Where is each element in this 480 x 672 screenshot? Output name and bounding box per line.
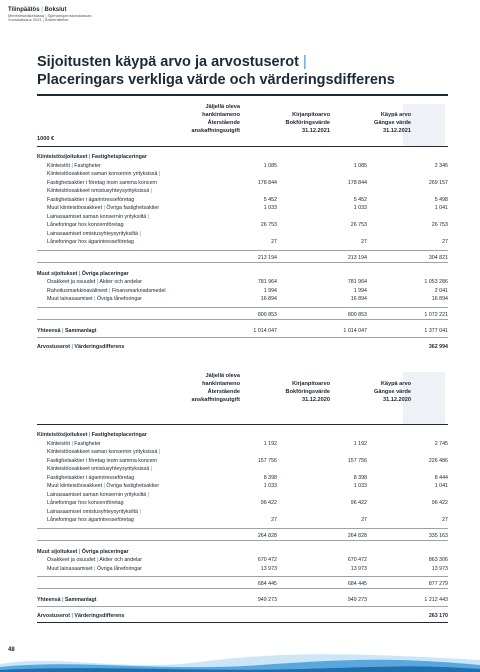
row-label <box>37 153 147 161</box>
column-header-line: Återstående <box>207 120 240 126</box>
row-label-fi: Fastighetsaktier i ägarintresseföretag <box>47 196 135 203</box>
total-row <box>37 596 448 604</box>
cell-value: 226 486 <box>428 457 448 464</box>
table-row <box>37 221 448 229</box>
cell-value: 263 170 <box>428 613 448 619</box>
cell-value: 335 163 <box>428 532 448 539</box>
row-label <box>37 548 129 556</box>
row-label <box>37 612 124 620</box>
row-label-fi: Lainasaamiset omistusyhteysyrityksiltä <box>47 508 138 515</box>
separator: | <box>146 213 150 220</box>
column-header-line: hankintameno <box>202 112 240 118</box>
column-header <box>333 380 411 404</box>
column-header-line: Käypä arvo <box>380 112 411 118</box>
table-row <box>37 482 448 490</box>
column-header-line: Gängse värde <box>374 120 411 126</box>
row-label <box>47 565 142 573</box>
cell-value: 157 756 <box>257 457 277 464</box>
row-label <box>47 499 124 507</box>
subtotal-row <box>37 580 448 588</box>
cell-value: 1 994 <box>353 287 367 294</box>
row-label <box>47 457 157 465</box>
row-divider <box>37 337 448 338</box>
separator: | <box>146 491 150 498</box>
separator: | <box>137 508 141 515</box>
cell-value: 13 973 <box>431 565 448 572</box>
row-label-sv: Fastighetsplaceringar <box>91 432 147 438</box>
row-label <box>47 179 157 187</box>
header-year: Vuosikatsaus 2021 | Årsberättelse <box>8 17 69 23</box>
row-label-sv: Finansmarknadsmedel <box>111 287 166 294</box>
separator: | <box>107 287 112 294</box>
table-row <box>37 491 448 499</box>
separator: | <box>95 279 100 285</box>
row-label <box>47 238 134 246</box>
column-header <box>252 111 330 135</box>
table-row <box>37 565 448 573</box>
cell-value: 863 306 <box>428 557 448 563</box>
row-divider <box>37 576 448 577</box>
separator: | <box>149 188 153 194</box>
cell-value: 27 <box>442 517 448 523</box>
cell-value: 27 <box>271 239 277 245</box>
row-label-fi: Yhteensä <box>37 597 61 603</box>
table-row <box>37 440 448 448</box>
row-divider <box>37 606 448 607</box>
cell-value: 877 279 <box>428 581 448 587</box>
cell-value: 2 041 <box>434 287 448 294</box>
cell-value: 8 444 <box>434 474 448 481</box>
row-label-fi: Kiinteistöosakkeet saman konsernin yrityksissä <box>47 171 158 177</box>
section-heading <box>37 153 448 161</box>
cell-value: 800 853 <box>257 311 277 318</box>
cell-value: 13 973 <box>350 565 367 572</box>
column-header <box>252 380 330 404</box>
separator: | <box>92 565 97 572</box>
column-header <box>333 111 411 135</box>
table-row <box>37 187 448 195</box>
table-row <box>37 196 448 204</box>
header-doc-sv: Bokslut <box>44 7 67 13</box>
row-label-fi: Låneforingar hos koncernföretag <box>47 222 124 228</box>
row-label-fi: Låneforingar hos ägarintresseföretag <box>47 239 134 245</box>
cell-value: 781 964 <box>257 279 277 285</box>
cell-value: 2 345 <box>434 162 448 169</box>
cell-value: 1 014 047 <box>343 327 367 334</box>
row-label-fi: Muut lainasaamiset <box>47 296 93 302</box>
header-year-sv: Årsberättelse <box>44 17 69 23</box>
cell-value: 178 844 <box>347 179 367 186</box>
separator: | <box>60 327 65 334</box>
row-label <box>47 440 101 448</box>
row-label-fi: Muut kiinteistöosakkeet <box>47 205 103 211</box>
cell-value: 684 445 <box>347 581 367 587</box>
table-row <box>37 295 448 303</box>
column-header-line: Kirjanpitoarvo <box>292 112 330 118</box>
column-header-line: anskaffningsutgift <box>191 397 240 403</box>
row-label-fi: Rahoitusmarkkinavälineet <box>47 287 108 294</box>
table-row <box>37 465 448 473</box>
row-label <box>47 448 160 456</box>
cell-value: 5 452 <box>263 196 277 203</box>
column-header-line: 31.12.2021 <box>383 128 411 134</box>
column-header-line: Jäljellä oleva <box>205 373 240 379</box>
row-divider <box>37 622 448 623</box>
row-label-sv: Aktier och andelar <box>99 557 143 563</box>
row-label-fi: Lainasaamiset saman konsernin yrityksiltä <box>47 491 147 498</box>
page-number: 48 <box>8 647 15 653</box>
row-label-fi: Lainasaamiset saman konsernin yrityksiltä <box>47 213 147 220</box>
row-label <box>47 213 149 221</box>
column-header-line: Återstående <box>207 389 240 395</box>
cell-value: 800 853 <box>347 311 367 318</box>
section-heading <box>37 270 448 278</box>
cell-value: 96 422 <box>350 500 367 506</box>
cell-value: 781 964 <box>347 279 367 285</box>
row-label <box>47 187 152 195</box>
cell-value: 1 377 041 <box>424 327 448 334</box>
row-divider <box>37 250 448 251</box>
cell-value: 1 033 <box>263 205 277 211</box>
cell-value: 1 014 047 <box>253 327 277 334</box>
row-label-fi: Kiinteistöosakkeet omistusyhteysyrityksissä <box>47 466 150 472</box>
row-divider <box>37 540 448 541</box>
separator: | <box>157 449 161 455</box>
table-row <box>37 508 448 516</box>
row-label-fi: Låneforingar hos koncernföretag <box>47 500 124 506</box>
header-year-fi: Vuosikatsaus 2021 <box>8 17 42 23</box>
column-header-line: 31.12.2021 <box>302 128 330 134</box>
row-label <box>47 230 141 238</box>
cell-value: 16 894 <box>260 296 277 302</box>
cell-value: 304 821 <box>428 254 448 261</box>
separator: | <box>137 230 141 237</box>
row-label-fi: Fastighetsaktier i företag inom samma koncern <box>47 179 158 186</box>
subtotal-row <box>37 254 448 262</box>
cell-value: 1 994 <box>263 287 277 294</box>
column-header-line: Bokföringsvärde <box>285 389 330 395</box>
cell-value: 5 498 <box>434 196 448 203</box>
table-row <box>37 457 448 465</box>
table-row <box>37 499 448 507</box>
header-company: Merimieseläkekassa | Sjömanspensionskassan <box>8 12 92 18</box>
row-label <box>47 204 159 212</box>
cell-value: 264 828 <box>347 532 367 539</box>
column-header-line: Käypä arvo <box>380 381 411 387</box>
table-row <box>37 230 448 238</box>
table-row <box>37 170 448 178</box>
cell-value: 1 072 221 <box>424 311 448 318</box>
row-label-fi: Arvostuserot <box>37 343 70 350</box>
cell-value: 1 192 <box>263 440 277 447</box>
separator: | <box>77 270 82 277</box>
table-row <box>37 556 448 564</box>
row-label-sv: Sammanlagt <box>65 597 97 603</box>
cell-value: 1 192 <box>353 440 367 447</box>
row-label-sv: Sammanlagt <box>65 327 97 334</box>
row-label-sv: Värderingsdifferens <box>74 613 125 619</box>
section-heading <box>37 548 448 556</box>
column-header-line: Jäljellä oleva <box>205 104 240 110</box>
row-label-fi: Osakkeet ja osuudet <box>47 279 96 285</box>
cell-value: 1 033 <box>353 483 367 489</box>
table-row <box>37 287 448 295</box>
cell-value: 949 273 <box>347 597 367 603</box>
cell-value: 213 194 <box>257 254 277 261</box>
row-label-sv: Fastigheter <box>74 162 101 169</box>
row-label-fi: Låneforingar hos ägarintresseföretag <box>47 517 134 523</box>
cell-value: 26 753 <box>350 222 367 228</box>
separator: | <box>69 613 75 619</box>
row-divider <box>37 588 448 589</box>
row-label-sv: Övriga placeringar <box>81 548 129 555</box>
column-header <box>162 372 240 404</box>
subtotal-row <box>37 532 448 540</box>
separator: | <box>87 154 92 160</box>
unit-label: 1000 € <box>37 136 55 142</box>
table-row <box>37 162 448 170</box>
row-label-fi: Muut lainasaamiset <box>47 565 93 572</box>
row-label-fi: Kiinteistöosakkeet saman konsernin yrityksissä <box>47 449 158 455</box>
row-divider <box>37 528 448 529</box>
cell-value: 157 756 <box>347 457 367 464</box>
cell-value: 26 753 <box>431 222 448 228</box>
row-divider <box>37 307 448 308</box>
row-label <box>37 431 147 439</box>
cell-value: 1 085 <box>353 162 367 169</box>
row-label-fi: Muut sijoitukset <box>37 270 78 277</box>
separator: | <box>87 432 92 438</box>
title-fi: Sijoitusten käypä arvo ja arvostuserot <box>37 54 299 70</box>
row-label-fi: Kiinteistöt <box>47 162 70 169</box>
header-rule <box>37 424 448 425</box>
row-label <box>47 482 159 490</box>
cell-value: 269 157 <box>428 179 448 186</box>
row-label-fi: Muut kiinteistöosakkeet <box>47 483 103 489</box>
separator: | <box>60 597 65 603</box>
row-label-sv: Övriga låneforingar <box>96 565 143 572</box>
column-header <box>162 103 240 135</box>
row-label <box>47 508 141 516</box>
cell-value: 684 445 <box>257 581 277 587</box>
cell-value: 27 <box>442 239 448 245</box>
cell-value: 264 828 <box>257 532 277 539</box>
cell-value: 13 973 <box>260 565 277 572</box>
separator: | <box>69 343 75 350</box>
separator: | <box>157 171 161 177</box>
valuation-difference-row <box>37 343 448 351</box>
cell-value: 1 085 <box>263 162 277 169</box>
row-label-sv: Övriga fastighetsaktier <box>106 483 160 489</box>
title-rule <box>37 94 448 96</box>
row-label <box>47 516 134 524</box>
header-title: Tilinpäätös | Bokslut <box>8 7 67 13</box>
row-label <box>47 287 166 295</box>
cell-value: 178 844 <box>257 179 277 186</box>
cell-value: 670 472 <box>257 557 277 563</box>
valuation-difference-row <box>37 612 448 620</box>
total-row <box>37 327 448 335</box>
separator: | <box>92 296 97 302</box>
row-label <box>47 556 142 564</box>
row-label-fi: Kiinteistöt <box>47 440 70 447</box>
cell-value: 1 041 <box>434 205 448 211</box>
subtotal-row <box>37 311 448 319</box>
row-label-sv: Fastighetsplaceringar <box>91 154 147 160</box>
cell-value: 362 994 <box>428 343 448 350</box>
separator: | <box>69 440 75 447</box>
column-header-line: Kirjanpitoarvo <box>292 381 330 387</box>
row-label-fi: Fastighetsaktier i företag inom samma koncern <box>47 457 158 464</box>
cell-value: 2 745 <box>434 440 448 447</box>
row-label-fi: Kiinteistöosakkeet omistusyhteysyrityksissä <box>47 188 150 194</box>
row-label-sv: Övriga placeringar <box>81 270 129 277</box>
separator: | <box>69 162 75 169</box>
row-label-sv: Värderingsdifferens <box>74 343 125 350</box>
running-header <box>8 7 92 23</box>
separator: | <box>95 557 100 563</box>
cell-value: 8 398 <box>353 474 367 481</box>
row-label-fi: Arvostuserot <box>37 613 70 619</box>
header-rule <box>37 146 448 147</box>
wave-decoration <box>0 650 480 672</box>
header-company-sv: Sjömanspensionskassan <box>47 12 92 18</box>
row-label-fi: Muut sijoitukset <box>37 548 78 555</box>
row-divider <box>37 319 448 320</box>
row-label-fi: Osakkeet ja osuudet <box>47 557 96 563</box>
row-label-fi: Fastighetsaktier i ägarintresseföretag <box>47 474 135 481</box>
row-label <box>47 295 142 303</box>
row-label-sv: Aktier och andelar <box>99 279 143 285</box>
table-row <box>37 474 448 482</box>
table-row <box>37 516 448 524</box>
row-divider <box>37 262 448 263</box>
row-label <box>47 474 134 482</box>
row-label-fi: Kiinteistösijoitukset <box>37 432 88 438</box>
cell-value: 1 033 <box>263 483 277 489</box>
cell-value: 1 041 <box>434 483 448 489</box>
table-row <box>37 238 448 246</box>
table-row <box>37 278 448 286</box>
cell-value: 1 033 <box>353 205 367 211</box>
row-label <box>47 278 142 286</box>
section-heading <box>37 431 448 439</box>
cell-value: 8 398 <box>263 474 277 481</box>
table-row <box>37 213 448 221</box>
cell-value: 16 894 <box>350 296 367 302</box>
row-label <box>47 170 160 178</box>
cell-value: 1 053 286 <box>424 279 448 285</box>
row-label <box>37 343 124 351</box>
cell-value: 670 472 <box>347 557 367 563</box>
page-title: Sijoitusten käypä arvo ja arvostuserot | Placeringars verkliga värde och värderingsdifferens <box>37 54 395 88</box>
row-label-sv: Fastigheter <box>74 440 101 447</box>
separator: | <box>149 466 153 472</box>
row-label-sv: Övriga låneforingar <box>96 296 143 302</box>
header-company-fi: Merimieseläkekassa <box>8 12 45 18</box>
cell-value: 96 422 <box>431 500 448 506</box>
row-label-sv: Övriga fastighetsaktier <box>106 205 160 211</box>
table-row <box>37 448 448 456</box>
cell-value: 26 753 <box>260 222 277 228</box>
column-header-line: 31.12.2020 <box>302 397 330 403</box>
row-label-fi: Lainasaamiset omistusyhteysyrityksiltä <box>47 230 138 237</box>
column-header-line: 31.12.2020 <box>383 397 411 403</box>
header-doc: Tilinpäätös <box>8 7 40 13</box>
cell-value: 1 212 443 <box>424 597 448 603</box>
cell-value: 16 894 <box>431 296 448 302</box>
row-label <box>47 162 101 170</box>
cell-value: 5 452 <box>353 196 367 203</box>
row-label <box>47 196 134 204</box>
row-label <box>37 327 97 335</box>
cell-value: 96 422 <box>260 500 277 506</box>
column-header-line: hankintameno <box>202 381 240 387</box>
cell-value: 27 <box>361 239 367 245</box>
title-sv: Placeringars verkliga värde och värderingsdifferens <box>37 72 395 88</box>
column-header-line: Bokföringsvärde <box>285 120 330 126</box>
cell-value: 27 <box>271 517 277 523</box>
separator: | <box>102 483 107 489</box>
table-row <box>37 204 448 212</box>
cell-value: 213 194 <box>347 254 367 261</box>
row-label-fi: Kiinteistösijoitukset <box>37 154 88 160</box>
cell-value: 27 <box>361 517 367 523</box>
row-label <box>47 221 124 229</box>
row-label-fi: Yhteensä <box>37 327 61 334</box>
row-label <box>47 491 149 499</box>
row-label <box>37 270 129 278</box>
column-header-line: anskaffningsutgift <box>191 128 240 134</box>
cell-value: 949 273 <box>257 597 277 603</box>
separator: | <box>102 205 107 211</box>
row-label <box>47 465 152 473</box>
table-row <box>37 179 448 187</box>
column-header-line: Gängse värde <box>374 389 411 395</box>
row-label <box>37 596 97 604</box>
separator: | <box>77 548 82 555</box>
